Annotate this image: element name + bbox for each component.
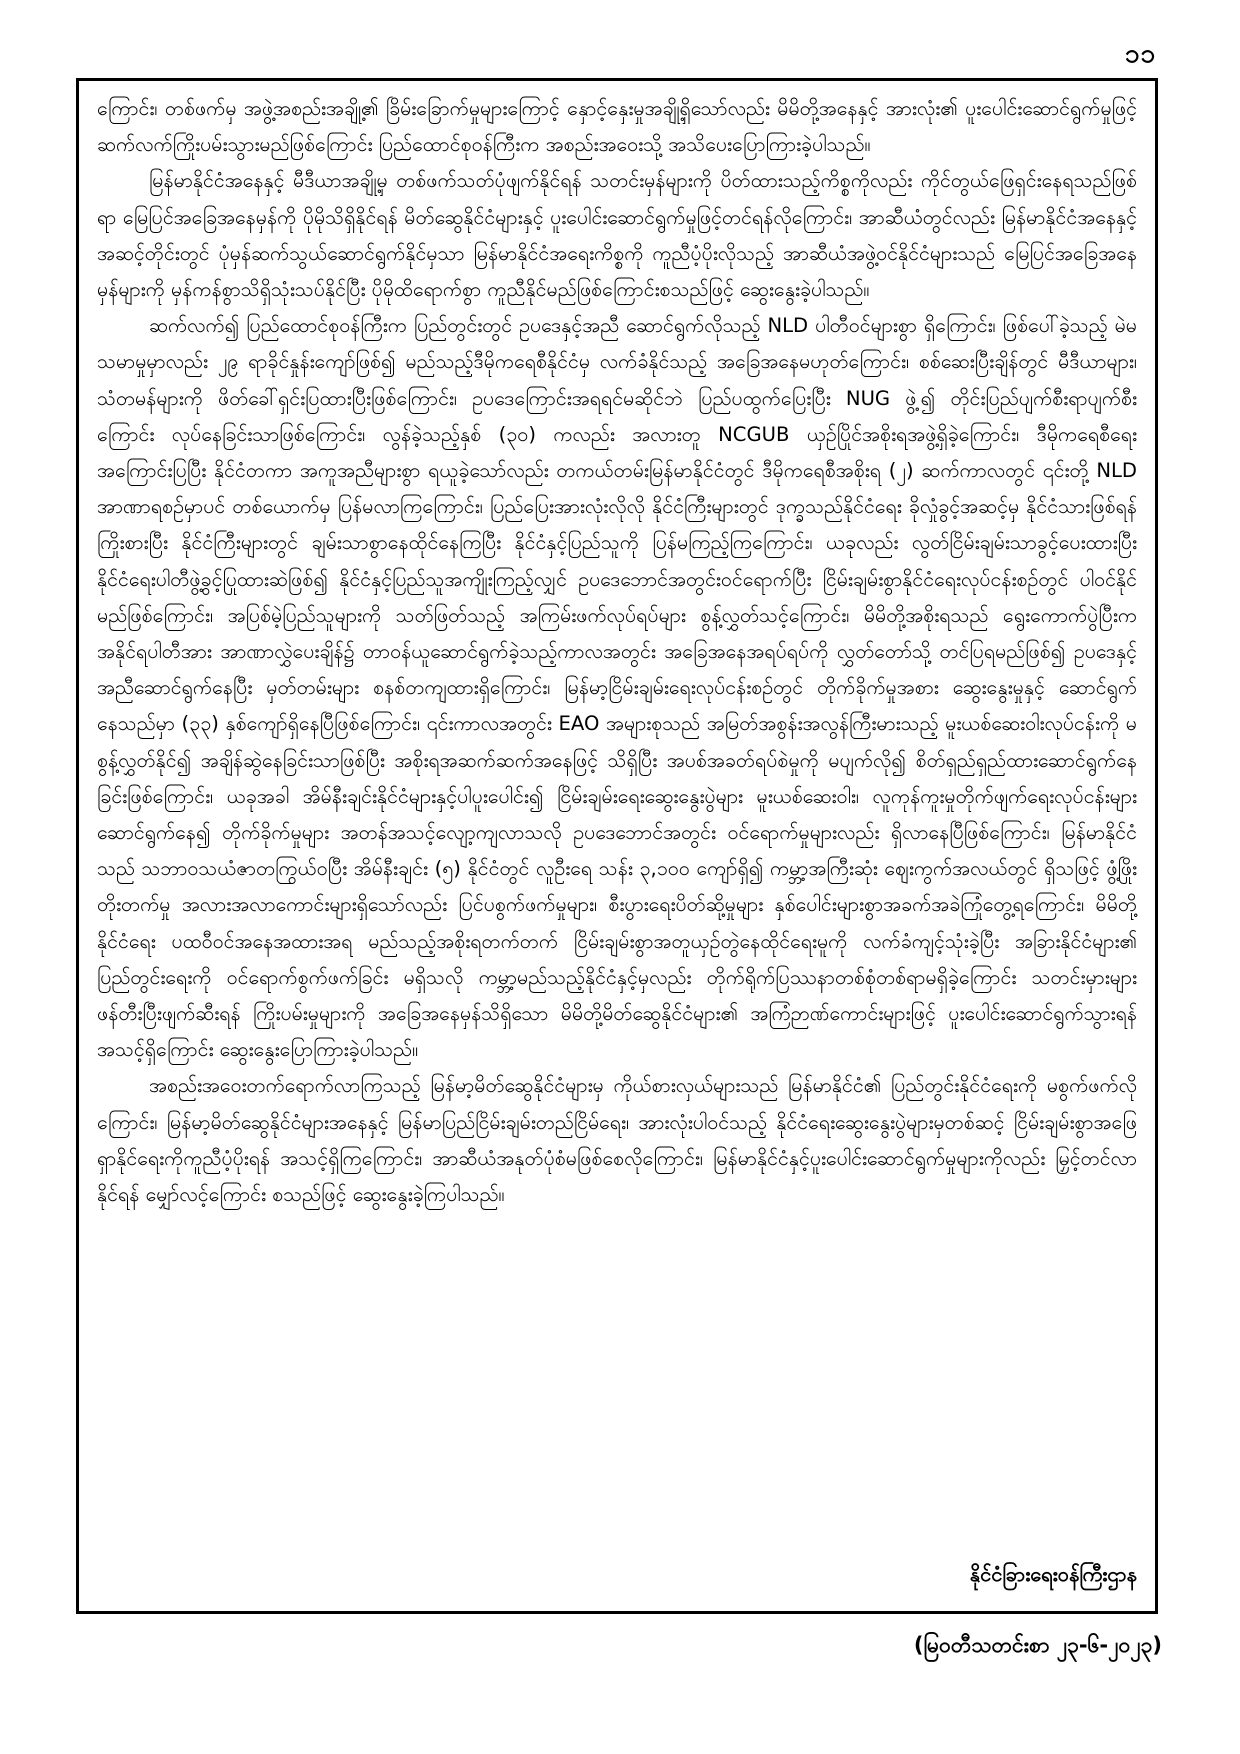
page-number: ၁၁ <box>1124 39 1156 69</box>
paragraph-4: အစည်းအဝေးတက်ရောက်လာကြသည့် မြန်မာ့မိတ်ဆွေနိုင်ငံများမှ ကိုယ်စားလှယ်များသည် မြန်မာနိုင်ငံ၏ ပြည်တွင်းနိုင်ငံရေးကို မစွက်ဖက်လိုကြောင်း၊ မြန်မာ့မိတ်ဆွေနိုင်ငံများအနေနှင့် မြန်မာပြည်ငြိမ်းချမ်းတည်ငြိမ်ရေး၊ အားလုံးပါဝင်သည့် နိုင်ငံရေးဆွေးနွေးပွဲများမှတစ်ဆင့် ငြိမ်းချမ်းစွာအဖြေရှာနိုင်ရေးကိုကူညီပံ့ပိုးရန် အသင့်ရှိကြကြောင်း၊ အာဆီယံအနုတ်ပုံစံမဖြစ်စေလိုကြောင်း၊ မြန်မာနိုင်ငံနှင့်ပူးပေါင်းဆောင်ရွက်မှုများကိုလည်း မြှင့်တင်လာနိုင်ရန် မျှော်လင့်ကြောင်း စသည်ဖြင့် ဆွေးနွေးခဲ့ကြပါသည်။ <box>97 1074 1137 1207</box>
paragraph-1: ကြောင်း၊ တစ်ဖက်မှ အဖွဲ့အစည်းအချို့၏ ခြိမ်းခြောက်မှုများကြောင့် နှောင့်နှေးမှုအချို့ရှိသော်လည်း မိမိတို့အနေနှင့် အားလုံး၏ ပူးပေါင်းဆောင်ရွက်မှုဖြင့် ဆက်လက်ကြိုးပမ်းသွားမည်ဖြစ်ကြောင်း ပြည်ထောင်စုဝန်ကြီးက အစည်းအဝေးသို့ အသိပေးပြောကြားခဲ့ပါသည်။ <box>97 97 1137 157</box>
ministry-signature: နိုင်ငံခြားရေးဝန်ကြီးဌာန <box>969 1562 1137 1586</box>
paragraph-2: မြန်မာနိုင်ငံအနေနှင့် မီဒီယာအချို့မှ တစ်ဖက်သတ်ပုံဖျက်နိုင်ရန် သတင်းမှန်များကို ပိတ်ထားသည့်ကိစ္စကိုလည်း ကိုင်တွယ်ဖြေရှင်းနေရသည်ဖြစ်ရာ မြေပြင်အခြေအနေမှန်ကို ပိုမိုသိရှိနိုင်ရန် မိတ်ဆွေနိုင်ငံများနှင့် ပူးပေါင်းဆောင်ရွက်မှုဖြင့်တင်ရန်လိုကြောင်း၊ အာဆီယံတွင်လည်း မြန်မာနိုင်ငံအနေနှင့် အဆင့်တိုင်းတွင် ပုံမှန်ဆက်သွယ်ဆောင်ရွက်နိုင်မှသာ မြန်မာနိုင်ငံအရေးကိစ္စကို ကူညီပံ့ပိုးလိုသည့် အာဆီယံအဖွဲ့ဝင်နိုင်ငံများသည် မြေပြင်အခြေအနေမှန်များကို မှန်ကန်စွာသိရှိသုံးသပ်နိုင်ပြီး ပိုမိုထိရောက်စွာ ကူညီနိုင်မည်ဖြစ်ကြောင်းစသည်ဖြင့် ဆွေးနွေးခဲ့ပါသည်။ <box>97 169 1137 302</box>
article-frame <box>76 78 1158 1614</box>
source-date: (မြဝတီသတင်းစာ ၂၃-၆-၂၀၂၃) <box>913 1633 1162 1657</box>
paragraph-3: ဆက်လက်၍ ပြည်ထောင်စုဝန်ကြီးက ပြည်တွင်းတွင် ဥပဒေနှင့်အညီ ဆောင်ရွက်လိုသည့် NLD ပါတီဝင်များစွာ ရှိကြောင်း၊ ဖြစ်ပေါ်ခဲ့သည့် မဲမသမာမှုမှာလည်း ၂၉ ရာခိုင်နှုန်းကျော်ဖြစ်၍ မည်သည့်ဒီမိုကရေစီနိုင်ငံမှ လက်ခံနိုင်သည့် အခြေအနေမဟုတ်ကြောင်း၊ စစ်ဆေးပြီးချိန်တွင် မီဒီယာများ၊ သံတမန်များကို ဖိတ်ခေါ်ရှင်းပြထားပြီးဖြစ်ကြောင်း၊ ဥပဒေကြောင်းအရရင်မဆိုင်ဘဲ ပြည်ပထွက်ပြေးပြီး NUG ဖွဲ့၍ တိုင်းပြည်ပျက်စီးရာပျက်စီးကြောင်း လုပ်နေခြင်းသာဖြစ်ကြောင်း၊ လွန်ခဲ့သည့်နှစ် (၃၀) ကလည်း အလားတူ NCGUB ယှဉ်ပြိုင်အစိုးရအဖွဲ့ရှိခဲ့ကြောင်း၊ ဒီမိုကရေစီရေး အကြောင်းပြပြီး နိုင်ငံတကာ အကူအညီများစွာ ရယူခဲ့သော်လည်း တကယ်တမ်းမြန်မာနိုင်ငံတွင် ဒီမိုကရေစီအစိုးရ (၂) ဆက်ကာလတွင် ၎င်းတို့ NLD အာဏာရစဉ်မှာပင် တစ်ယောက်မှ ပြန်မလာကြကြောင်း၊ ပြည်ပြေးအားလုံးလိုလို နိုင်ငံကြီးများတွင် ဒုက္ခသည်နိုင်ငံရေး ခိုလှုံခွင့်အဆင့်မှ နိုင်ငံသားဖြစ်ရန် ကြိုးစားပြီး နိုင်ငံကြီးများတွင် ချမ်းသာစွာနေထိုင်နေကြပြီး နိုင်ငံနှင့်ပြည်သူကို ပြန်မကြည့်ကြကြောင်း၊ ယခုလည်း လွတ်ငြိမ်းချမ်းသာခွင့်ပေးထားပြီး နိုင်ငံရေးပါတီဖွဲ့ခွင့်ပြုထားဆဲဖြစ်၍ နိုင်ငံနှင့်ပြည်သူအကျိုးကြည့်လျှင် ဥပဒေဘောင်အတွင်းဝင်ရောက်ပြီး ငြိမ်းချမ်းစွာနိုင်ငံရေးလုပ်ငန်းစဉ်တွင် ပါဝင်နိုင်မည်ဖြစ်ကြောင်း၊ အပြစ်မဲ့ပြည်သူများကို သတ်ဖြတ်သည့် အကြမ်းဖက်လုပ်ရပ်များ စွန့်လွှတ်သင့်ကြောင်း၊ မိမိတို့အစိုးရသည် ရွေးကောက်ပွဲပြီးက အနိုင်ရပါတီအား အာဏာလွှဲပေးချိန်၌ တာဝန်ယူဆောင်ရွက်ခဲ့သည့်ကာလအတွင်း အခြေအနေအရပ်ရပ်ကို လွှတ်တော်သို့ တင်ပြရမည်ဖြစ်၍ ဥပဒေနှင့်အညီဆောင်ရွက်နေပြီး မှတ်တမ်းများ စနစ်တကျထားရှိကြောင်း၊ မြန်မာ့ငြိမ်းချမ်းရေးလုပ်ငန်းစဉ်တွင် တိုက်ခိုက်မှုအစား ဆွေးနွေးမှုနှင့် ဆောင်ရွက်နေသည်မှာ (၃၃) နှစ်ကျော်ရှိနေပြီဖြစ်ကြောင်း၊ ၎င်းကာလအတွင်း EAO အများစုသည် အမြတ်အစွန်းအလွန်ကြီးမားသည့် မူးယစ်ဆေးဝါးလုပ်ငန်းကို မစွန့်လွှတ်နိုင်၍ အချိန်ဆွဲနေခြင်းသာဖြစ်ပြီး အစိုးရအဆက်ဆက်အနေဖြင့် သိရှိပြီး အပစ်အခတ်ရပ်စဲမှုကို မပျက်လို၍ စိတ်ရှည်ရှည်ထားဆောင်ရွက်နေခြင်းဖြစ်ကြောင်း၊ ယခုအခါ အိမ်နီးချင်းနိုင်ငံများနှင့်ပါပူးပေါင်း၍ ငြိမ်းချမ်းရေးဆွေးနွေးပွဲများ မူးယစ်ဆေးဝါး၊ လူကုန်ကူးမှုတိုက်ဖျက်ရေးလုပ်ငန်းများဆောင်ရွက်နေ၍ တိုက်ခိုက်မှုများ အတန်အသင့်လျော့ကျလာသလို ဥပဒေဘောင်အတွင်း ဝင်ရောက်မှုများလည်း ရှိလာနေပြီဖြစ်ကြောင်း၊ မြန်မာနိုင်ငံသည် သဘာဝသယံဇာတကြွယ်ဝပြီး အိမ်နီးချင်း (၅) နိုင်ငံတွင် လူဦးရေ သန်း ၃,၁၀၀ ကျော်ရှိ၍ ကမ္ဘာ့အကြီးဆုံး ဈေးကွက်အလယ်တွင် ရှိသဖြင့် ဖွံ့ဖြိုးတိုးတက်မှု အလားအလာကောင်းများရှိသော်လည်း ပြင်ပစွက်ဖက်မှုများ၊ စီးပွားရေးပိတ်ဆို့မှုများ နှစ်ပေါင်းများစွာအခက်အခဲကြုံတွေ့ရကြောင်း၊ မိမိတို့နိုင်ငံရေး ပထဝီဝင်အနေအထားအရ မည်သည့်အစိုးရတက်တက် ငြိမ်းချမ်းစွာအတူယှဉ်တွဲနေထိုင်ရေးမူကို လက်ခံကျင့်သုံးခဲ့ပြီး အခြားနိုင်ငံများ၏ ပြည်တွင်းရေးကို ဝင်ရောက်စွက်ဖက်ခြင်း မရှိသလို ကမ္ဘာ့မည်သည့်နိုင်ငံနှင့်မှလည်း တိုက်ရိုက်ပြဿနာတစ်စုံတစ်ရာမရှိခဲ့ကြောင်း သတင်းမှားများဖန်တီးပြီးဖျက်ဆီးရန် ကြိုးပမ်းမှုများကို အခြေအနေမှန်သိရှိသော မိမိတို့မိတ်ဆွေနိုင်ငံများ၏ အကြံဉာဏ်ကောင်းများဖြင့် ပူးပေါင်းဆောင်ရွက်သွားရန် အသင့်ရှိကြောင်း ဆွေးနွေးပြောကြားခဲ့ပါသည်။ <box>97 314 1137 1062</box>
